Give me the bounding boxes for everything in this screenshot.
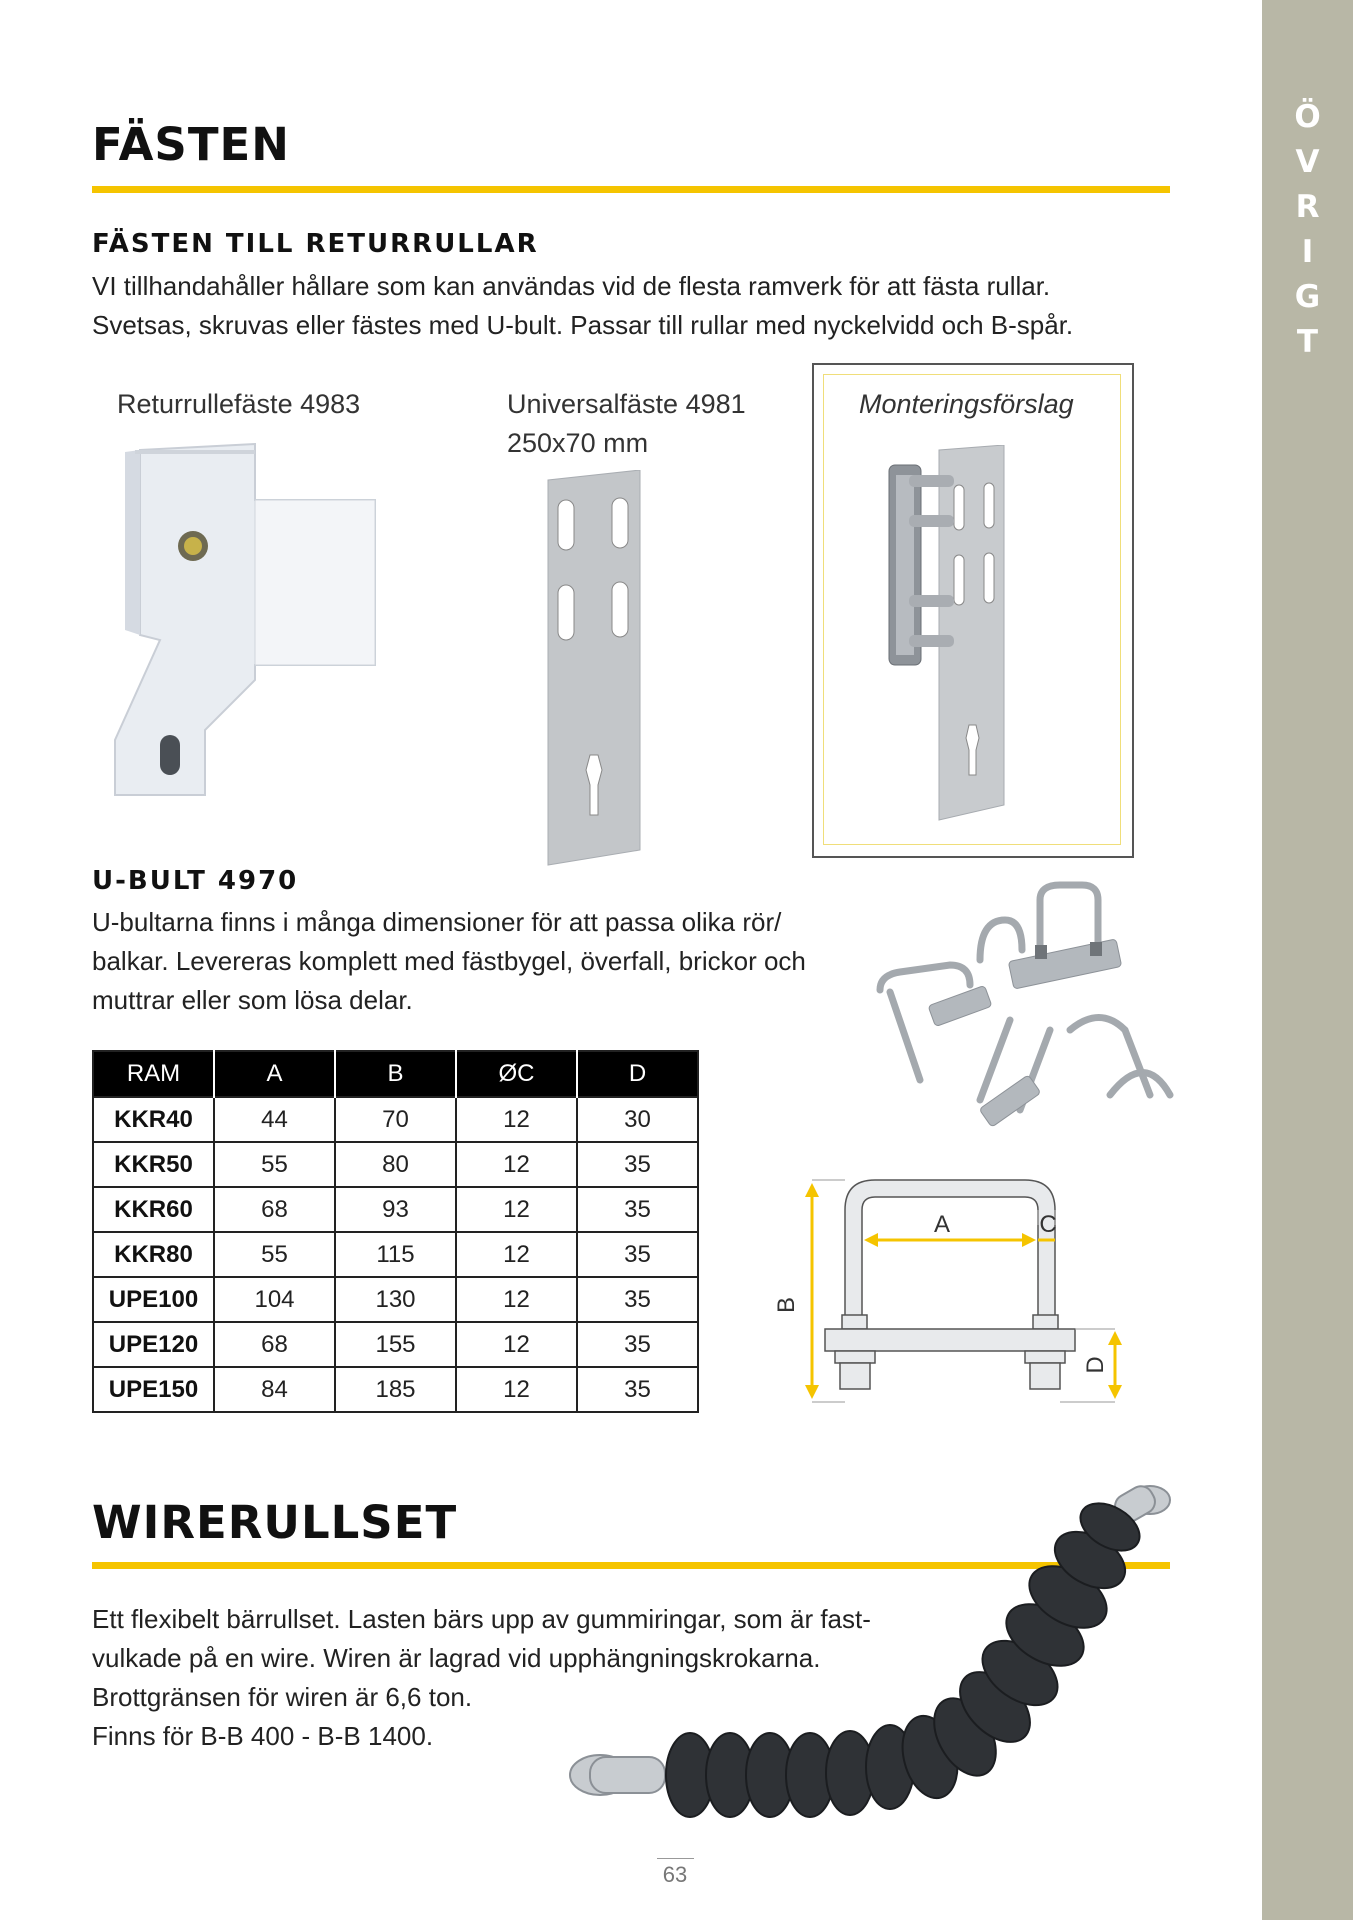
subtitle-returrullar: FÄSTEN TILL RETURRULLAR	[92, 229, 539, 259]
caption-line: Returrullefäste 4983	[117, 389, 361, 419]
product-caption-monteringsforslag: Monteringsförslag	[859, 389, 1074, 419]
table-cell: 35	[577, 1187, 698, 1232]
table-cell: 12	[456, 1142, 577, 1187]
universalfaste-image	[540, 470, 650, 870]
table-header-ram: RAM	[93, 1051, 214, 1097]
table-row	[93, 1367, 698, 1412]
table-cell: 44	[214, 1097, 335, 1142]
monteringsforslag-image	[884, 445, 1054, 825]
caption-line: Universalfäste 4981	[507, 389, 746, 419]
ubolt-dimension-diagram	[770, 1165, 1140, 1415]
body-line: Brottgränsen för wiren är 6,6 ton.	[92, 1682, 473, 1712]
table-row	[93, 1142, 698, 1187]
title-rule	[92, 186, 1170, 193]
table-cell: 35	[577, 1322, 698, 1367]
table-row	[93, 1187, 698, 1232]
table-cell: 12	[456, 1187, 577, 1232]
section-title-wirerullset: WIRERULLSET	[92, 1496, 458, 1549]
table-cell: 115	[335, 1232, 456, 1277]
wirerullset-image	[560, 1475, 1190, 1825]
body-line: balkar. Levereras komplett med fästbygel, överfall, brickor och	[92, 946, 806, 976]
ubolt-spec-table	[92, 1050, 699, 1413]
side-tab-letter: G	[1294, 279, 1321, 315]
table-cell: 12	[456, 1367, 577, 1412]
diagram-label-b: B	[773, 1296, 800, 1314]
side-tab-letter: Ö	[1294, 99, 1321, 135]
table-cell: 185	[335, 1367, 456, 1412]
body-line: VI tillhandahåller hållare som kan användas vid de flesta ramverk för att fästa rullar.	[92, 271, 1051, 301]
body-line: muttrar eller som lösa delar.	[92, 985, 413, 1015]
table-cell: 12	[456, 1097, 577, 1142]
table-cell: 80	[335, 1142, 456, 1187]
table-cell: 30	[577, 1097, 698, 1142]
body-line: vulkade på en wire. Wiren är lagrad vid upphängningskrokarna.	[92, 1643, 821, 1673]
side-tab-letter: V	[1295, 144, 1320, 180]
table-header-b: B	[335, 1051, 456, 1097]
section1-body	[92, 267, 1192, 345]
side-tab-letter: T	[1296, 324, 1319, 360]
table-row	[93, 1322, 698, 1367]
table-cell: 35	[577, 1277, 698, 1322]
diagram-label-d: D	[1082, 1356, 1109, 1374]
table-cell: 12	[456, 1277, 577, 1322]
product-caption-4981	[507, 385, 746, 463]
table-cell: 84	[214, 1367, 335, 1412]
table-cell-ram: KKR60	[93, 1187, 214, 1232]
table-row	[93, 1097, 698, 1142]
diagram-label-a: A	[933, 1211, 951, 1238]
table-cell: 68	[214, 1322, 335, 1367]
table-cell: 35	[577, 1142, 698, 1187]
table-header-c: ØC	[456, 1051, 577, 1097]
table-cell: 93	[335, 1187, 456, 1232]
ubolt-photo	[860, 880, 1195, 1190]
body-line: Ett flexibelt bärrullset. Lasten bärs upp av gummiringar, som är fast-	[92, 1604, 871, 1634]
table-cell: 68	[214, 1187, 335, 1232]
table-header-d: D	[577, 1051, 698, 1097]
returrullefaste-image	[105, 440, 405, 805]
table-cell-ram: UPE120	[93, 1322, 214, 1367]
table-cell: 104	[214, 1277, 335, 1322]
table-row	[93, 1277, 698, 1322]
side-tab	[1262, 0, 1353, 1920]
table-cell: 12	[456, 1232, 577, 1277]
table-cell: 70	[335, 1097, 456, 1142]
table-cell: 130	[335, 1277, 456, 1322]
table-cell: 155	[335, 1322, 456, 1367]
table-row	[93, 1232, 698, 1277]
page-number-rule	[657, 1858, 694, 1859]
product-caption-4983	[117, 385, 360, 424]
ubolt-title: U-BULT 4970	[92, 866, 299, 896]
caption-line: 250x70 mm	[507, 428, 649, 458]
table-header-a: A	[214, 1051, 335, 1097]
table-header-row	[93, 1051, 698, 1097]
side-tab-letter: I	[1301, 234, 1314, 270]
table-cell: 35	[577, 1367, 698, 1412]
table-cell: 35	[577, 1232, 698, 1277]
body-line: Svetsas, skruvas eller fästes med U-bult. Passar till rullar med nyckelvidd och B-spår.	[92, 310, 1074, 340]
body-line: U-bultarna finns i många dimensioner för att passa olika rör/	[92, 907, 782, 937]
diagram-label-c: C	[1039, 1211, 1057, 1238]
side-tab-letters	[1262, 95, 1353, 365]
section-title-fasten: FÄSTEN	[92, 118, 290, 171]
table-cell-ram: UPE150	[93, 1367, 214, 1412]
ubolt-body	[92, 903, 872, 1020]
table-cell-ram: KKR50	[93, 1142, 214, 1187]
table-cell-ram: KKR40	[93, 1097, 214, 1142]
table-cell: 55	[214, 1142, 335, 1187]
page-number: 63	[662, 1862, 688, 1887]
table-cell: 55	[214, 1232, 335, 1277]
side-tab-letter: R	[1295, 189, 1320, 225]
table-cell-ram: UPE100	[93, 1277, 214, 1322]
table-cell: 12	[456, 1322, 577, 1367]
monteringsforslag-frame	[812, 363, 1134, 858]
body-line: Finns för B-B 400 - B-B 1400.	[92, 1721, 434, 1751]
table-cell-ram: KKR80	[93, 1232, 214, 1277]
